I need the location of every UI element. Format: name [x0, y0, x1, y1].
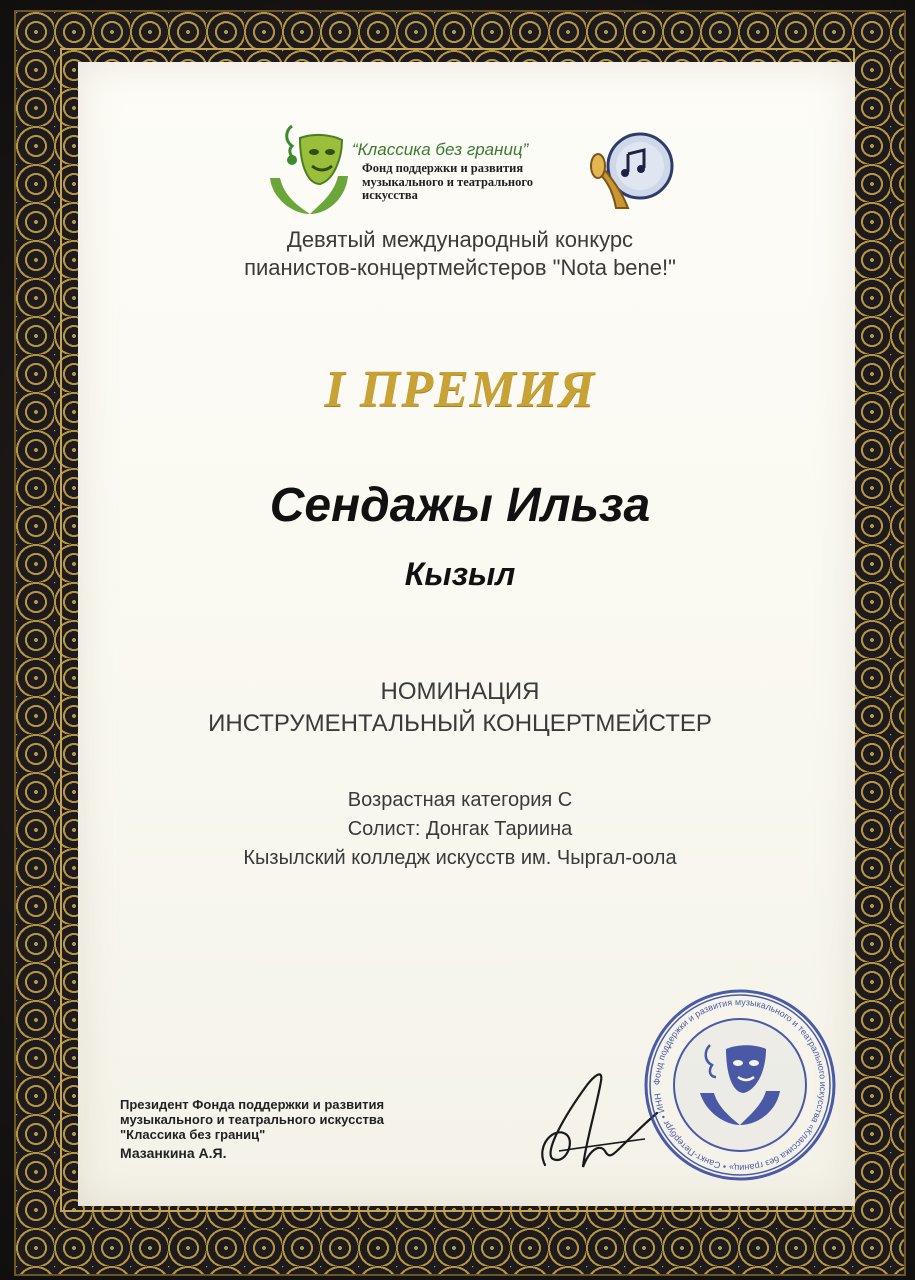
signer-title-line: музыкального и театрального искусства — [120, 1112, 384, 1127]
signer-block — [120, 1097, 450, 1161]
org-subtitle-line: искусства — [362, 188, 418, 202]
org-name: “Классика без границ” — [352, 140, 529, 159]
signer-title-line: Президент Фонда поддержки и развития — [120, 1097, 385, 1112]
contest-title-line2: пианистов-концертмейстеров "Nota bene!" — [244, 255, 676, 280]
stamp-ring-text: Фонд поддержки и развития музыкального и театрального искусства «Классика без границ» • Санкт-Петербург • ИНН — [651, 996, 829, 1174]
age-category: Возрастная категория С — [347, 789, 573, 811]
nomination-block — [90, 676, 830, 740]
nomination-label: НОМИНАЦИЯ — [380, 678, 540, 705]
org-subtitle-line: Фонд поддержки и развития — [362, 161, 524, 175]
contest-title-line1: Девятый международный конкурс — [286, 227, 634, 252]
institution: Кызылский колледж искусств им. Чыргал-оола — [243, 847, 677, 869]
recipient-name: Сендажы Ильза — [269, 479, 651, 532]
theatre-mask-logo-icon — [262, 118, 352, 218]
org-subtitle — [362, 162, 592, 203]
organization-stamp-icon — [640, 985, 840, 1185]
org-subtitle-line: музыкального и театрального — [362, 174, 533, 189]
gramophone-globe-logo-icon — [588, 128, 678, 218]
signer-name: Мазанкина А.Я. — [120, 1145, 227, 1161]
nomination-value: ИНСТРУМЕНТАЛЬНЫЙ КОНЦЕРТМЕЙСТЕР — [208, 710, 712, 737]
signer-title-line: "Классика без границ" — [120, 1127, 266, 1142]
prize-title: I ПРЕМИЯ — [324, 361, 596, 418]
soloist: Солист: Донгак Тариина — [347, 818, 573, 840]
recipient-city: Кызыл — [404, 556, 516, 592]
details-block — [90, 786, 830, 873]
contest-title — [160, 226, 760, 282]
